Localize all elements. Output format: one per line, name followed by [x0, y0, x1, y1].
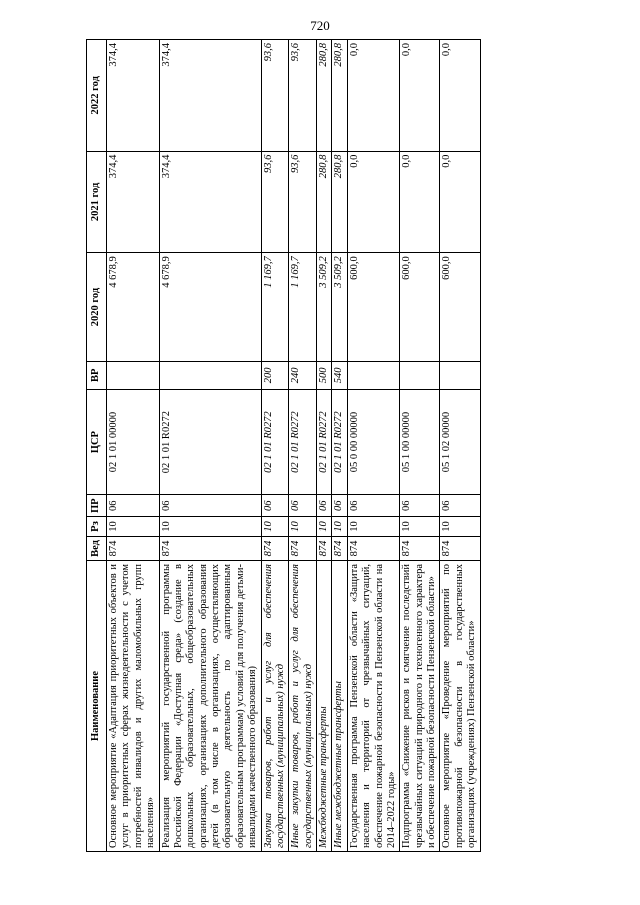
row-ved: 874 [317, 537, 332, 561]
row-ved: 874 [332, 537, 347, 561]
row-rz: 10 [347, 517, 400, 537]
header-rz: Рз [87, 517, 107, 537]
row-name: Подпрограмма «Снижение рисков и смягчение последствий чрезвычайных ситуаций природного и техногенного характера и обеспечение пожарной безопасности Пензенской области» [400, 560, 440, 851]
row-name: Иные межбюджетные трансферты [332, 560, 347, 851]
row-2021: 0,0 [440, 151, 480, 253]
budget-table [86, 39, 481, 852]
row-pr: 06 [400, 495, 440, 517]
row-ved: 874 [159, 537, 261, 561]
row-2022: 374,4 [107, 40, 160, 152]
table-row [317, 40, 332, 852]
row-2022: 0,0 [400, 40, 440, 152]
row-csr: 02 1 01 R0272 [261, 389, 289, 495]
row-name: Основное мероприятие «Адаптация приоритетных объектов и услуг в приоритетных сферах жизнедеятельности с учетом потребностей инвалидов и других маломобильных групп населения» [107, 560, 160, 851]
header-csr: ЦСР [87, 389, 107, 495]
header-name: Наименование [87, 560, 107, 851]
row-2021: 374,4 [159, 151, 261, 253]
row-2022: 0,0 [440, 40, 480, 152]
row-2020: 600,0 [440, 253, 480, 362]
row-name: Реализация мероприятий государственной программы Российской Федерации «Доступная среда» (создание в дошкольных образовательных, общеобразовательных организациях, организациях дополнительного образования детей (в том числе в организациях, осуществляющих образовательную деятельность по адаптированным образовательным программам) условий для получения детьми-инвалидами качественного образования) [159, 560, 261, 851]
row-pr: 06 [289, 495, 317, 517]
row-vr [440, 361, 480, 389]
row-ved: 874 [289, 537, 317, 561]
row-ved: 874 [107, 537, 160, 561]
row-vr [107, 361, 160, 389]
row-pr: 06 [317, 495, 332, 517]
row-2022: 93,6 [289, 40, 317, 152]
row-rz: 10 [261, 517, 289, 537]
row-vr [159, 361, 261, 389]
row-csr: 05 1 00 00000 [400, 389, 440, 495]
row-csr: 05 0 00 00000 [347, 389, 400, 495]
row-2020: 1 169,7 [261, 253, 289, 362]
row-csr: 02 1 01 00000 [107, 389, 160, 495]
row-rz: 10 [107, 517, 160, 537]
row-2020: 3 509,2 [317, 253, 332, 362]
row-name: Межбюджетные трансферты [317, 560, 332, 851]
row-pr: 06 [107, 495, 160, 517]
row-2021: 280,8 [332, 151, 347, 253]
header-2021: 2021 год [87, 151, 107, 253]
row-rz: 10 [440, 517, 480, 537]
table-row [400, 40, 440, 852]
header-2020: 2020 год [87, 253, 107, 362]
row-2021: 93,6 [261, 151, 289, 253]
row-2022: 280,8 [317, 40, 332, 152]
table-row [107, 40, 160, 852]
table-row [440, 40, 480, 852]
row-rz: 10 [400, 517, 440, 537]
row-2021: 0,0 [347, 151, 400, 253]
row-2022: 374,4 [159, 40, 261, 152]
rotated-table-container [86, 39, 551, 852]
header-row [87, 40, 107, 852]
row-vr: 540 [332, 361, 347, 389]
row-2021: 0,0 [400, 151, 440, 253]
row-csr: 02 1 01 R0272 [289, 389, 317, 495]
row-rz: 10 [289, 517, 317, 537]
row-2022: 0,0 [347, 40, 400, 152]
row-rz: 10 [332, 517, 347, 537]
row-2021: 93,6 [289, 151, 317, 253]
row-pr: 06 [261, 495, 289, 517]
row-name: Основное мероприятие «Проведение мероприятий по противопожарной безопасности в государственных организациях (учреждениях) Пензенской области» [440, 560, 480, 851]
row-pr: 06 [347, 495, 400, 517]
row-csr: 02 1 01 R0272 [317, 389, 332, 495]
row-2022: 93,6 [261, 40, 289, 152]
row-2020: 4 678,9 [107, 253, 160, 362]
row-vr: 500 [317, 361, 332, 389]
row-2022: 280,8 [332, 40, 347, 152]
header-vr: ВР [87, 361, 107, 389]
page-number: 720 [310, 18, 330, 33]
row-name: Закупка товаров, работ и услуг для обеспечения государственных (муниципальных) нужд [261, 560, 289, 851]
row-rz: 10 [317, 517, 332, 537]
row-2021: 374,4 [107, 151, 160, 253]
row-ved: 874 [400, 537, 440, 561]
table-row [261, 40, 289, 852]
table-viewport [86, 39, 551, 852]
row-name: Государственная программа Пензенской области «Защита населения и территорий от чрезвычайных ситуаций, обеспечение пожарной безопасности в Пензенской области на 2014–2022 годы» [347, 560, 400, 851]
header-ved: Вед [87, 537, 107, 561]
row-vr: 200 [261, 361, 289, 389]
row-ved: 874 [347, 537, 400, 561]
table-row [347, 40, 400, 852]
row-vr: 240 [289, 361, 317, 389]
row-pr: 06 [440, 495, 480, 517]
row-2020: 1 169,7 [289, 253, 317, 362]
row-csr: 02 1 01 R0272 [332, 389, 347, 495]
row-2020: 600,0 [347, 253, 400, 362]
row-ved: 874 [440, 537, 480, 561]
row-pr: 06 [332, 495, 347, 517]
header-pr: ПР [87, 495, 107, 517]
row-2021: 280,8 [317, 151, 332, 253]
row-2020: 4 678,9 [159, 253, 261, 362]
row-rz: 10 [159, 517, 261, 537]
row-csr: 05 1 02 00000 [440, 389, 480, 495]
row-pr: 06 [159, 495, 261, 517]
row-ved: 874 [261, 537, 289, 561]
row-csr: 02 1 01 R0272 [159, 389, 261, 495]
row-2020: 600,0 [400, 253, 440, 362]
row-2020: 3 509,2 [332, 253, 347, 362]
row-name: Иные закупки товаров, работ и услуг для обеспечения государственных (муниципальных) нужд [289, 560, 317, 851]
header-2022: 2022 год [87, 40, 107, 152]
table-row [159, 40, 261, 852]
table-row [332, 40, 347, 852]
row-vr [400, 361, 440, 389]
row-vr [347, 361, 400, 389]
table-row [289, 40, 317, 852]
